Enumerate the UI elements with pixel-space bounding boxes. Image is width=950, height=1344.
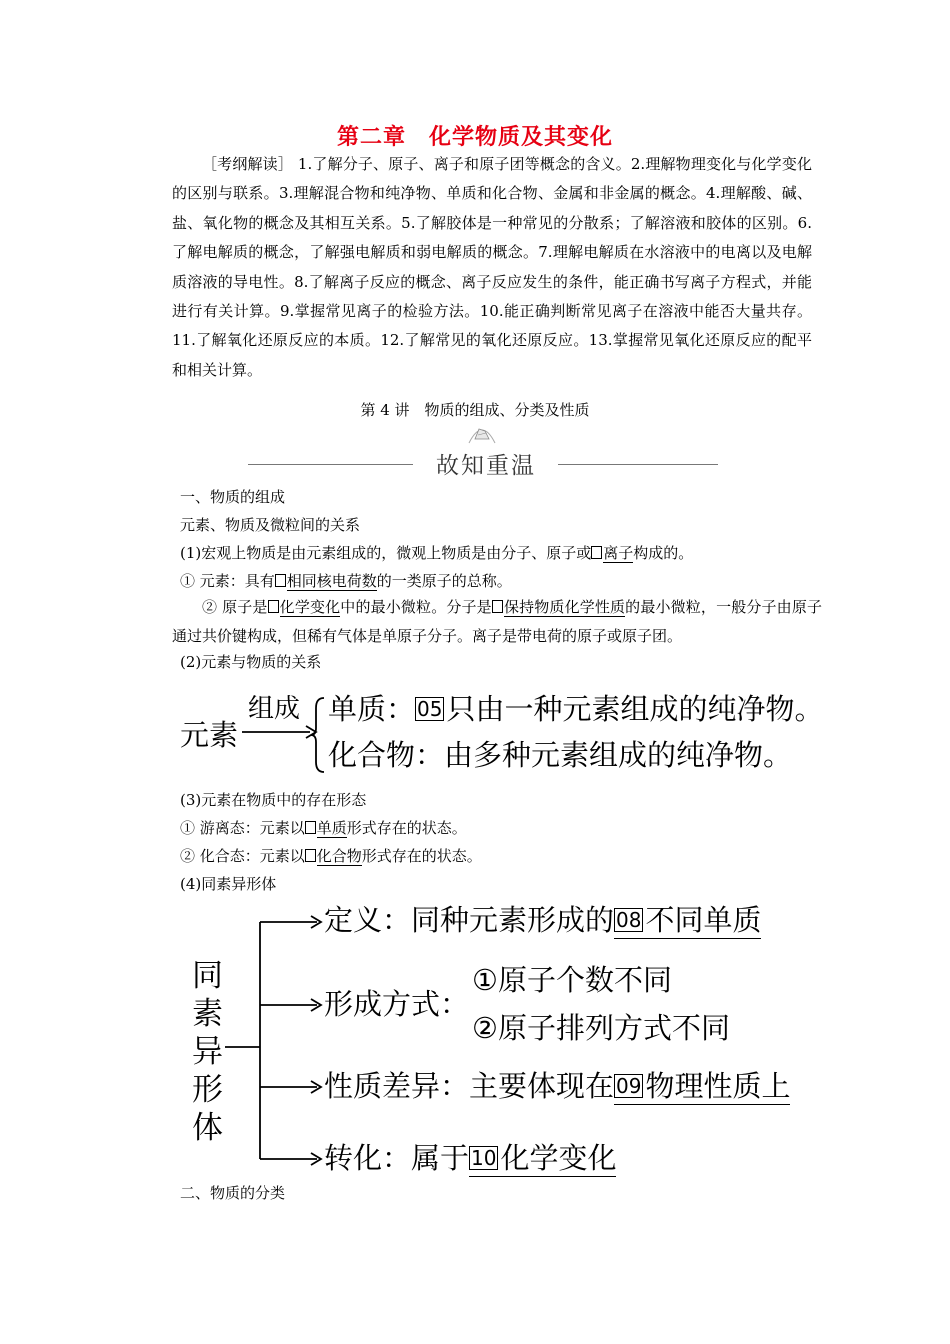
answer-blank: 保持物质化学性质 [503, 598, 626, 616]
blank-box-icon [305, 821, 316, 834]
label: 定义：同种元素形成的 [324, 903, 615, 937]
answer-blank: 离子 [603, 544, 634, 562]
text: 只由一种元素组成的纯净物。 [446, 692, 824, 726]
emblem-icon [467, 423, 497, 445]
simple-substance-row [328, 692, 823, 726]
banner-title: 故知重温 [436, 453, 536, 479]
text: 形式存在的状态。 [346, 819, 467, 837]
text: 的一类原子的总称。 [376, 572, 512, 590]
text: ① 游离态：元素以 [180, 819, 305, 837]
answer-underline [614, 1069, 790, 1105]
blank-box-icon [591, 546, 602, 559]
answer-number-box: 08 [616, 908, 642, 932]
text: 构成的。 [633, 544, 694, 562]
text: 物理性质上 [645, 1069, 791, 1103]
curly-brace-icon [310, 696, 326, 774]
allotrope-diagram [180, 895, 860, 1180]
paragraph-2 [180, 571, 820, 591]
text: 形式存在的状态。 [361, 847, 482, 865]
answer-blank: 化学变化 [279, 598, 341, 616]
label: 单质： [328, 692, 416, 726]
blank-box-icon [492, 600, 503, 613]
paragraph-4: (2)元素与物质的关系 [180, 653, 322, 671]
banner-right-rule [558, 464, 718, 465]
answer-number-box: 05 [417, 697, 443, 721]
text: ② 原子是 [202, 598, 268, 616]
section-banner [248, 423, 718, 485]
banner-left-rule [248, 464, 413, 465]
text: (1)宏观上物质是由元素组成的，微观上物质是由分子、原子或 [180, 544, 592, 562]
branch-property-difference [324, 1069, 790, 1103]
section1-subheading: 元素、物质及微粒间的关系 [180, 516, 361, 534]
answer-underline [614, 903, 761, 939]
paragraph-5: (3)元素在物质中的存在形态 [180, 791, 367, 809]
text: ① 元素：具有 [180, 572, 275, 590]
text: 化学变化 [500, 1141, 617, 1175]
answer-underline [469, 1141, 616, 1177]
blank-box-icon [275, 574, 286, 587]
answer-number-box: 09 [616, 1074, 642, 1098]
formation-item-1: ①原子个数不同 [472, 963, 672, 997]
diagram-root-label: 同素异形体 [192, 958, 223, 1146]
diagram-left-label: 元素 [180, 718, 239, 752]
branch-definition [324, 903, 761, 937]
branch-arrows-icon [225, 895, 325, 1180]
blank-box-icon [305, 849, 316, 862]
label: 性质差异：主要体现在 [324, 1069, 615, 1103]
section1-heading: 一、物质的组成 [180, 488, 286, 506]
answer-blank: 化合物 [316, 847, 362, 865]
answer-number-box: 10 [471, 1146, 497, 1170]
text: 中的最小微粒。分子是 [340, 598, 492, 616]
text: 不同单质 [645, 903, 762, 937]
label: 转化：属于 [324, 1141, 470, 1175]
section2-heading: 二、物质的分类 [180, 1184, 286, 1202]
compound-row: 化合物：由多种元素组成的纯净物。 [328, 738, 793, 772]
answer-blank: 单质 [316, 819, 347, 837]
arrow-label: 组成 [248, 694, 301, 724]
text: ② 化合态：元素以 [180, 847, 305, 865]
branch-conversion [324, 1141, 616, 1175]
paragraph-8: (4)同素异形体 [180, 875, 277, 893]
blank-box-icon [268, 600, 279, 613]
lesson-title: 第 4 讲 物质的组成、分类及性质 [360, 401, 590, 419]
branch-formation-label: 形成方式： [324, 987, 470, 1021]
paragraph-6 [180, 818, 820, 838]
formation-item-2: ②原子排列方式不同 [472, 1011, 730, 1045]
paragraph-7 [180, 846, 820, 866]
element-substance-diagram [180, 690, 860, 780]
text: 的最小微粒，一般分子由原子通过共价键构成，但稀有气体是单原子分子。离子是带电荷的原子或原子团。 [172, 598, 822, 645]
answer-blank: 相同核电荷数 [286, 572, 377, 590]
syllabus-outline: ［考纲解读］ 1.了解分子、原子、离子和原子团等概念的含义。2.理解物理变化与化学变化的区别与联系。3.理解混合物和纯净物、单质和化合物、金属和非金属的概念。4.理解酸、碱、盐、氧化物的概念及其相互关系。5.了解胶体是一种常见的分散系；了解溶液和胶体的区别。6.了解电解质的概念，了解强电解质和弱电解质的概念。7.理解电解质在水溶液中的电离以及电解质溶液的导电性。8.了解离子反应的概念、离子反应发生的条件，能正确书写离子方程式，并能进行有关计算。9.掌握常见离子的检验方法。10.能正确判断常见离子在溶液中能否大量共存。11.了解氧化还原反应的本质。12.了解常见的氧化还原反应。13.掌握常见氧化还原反应的配平和相关计算。 [172, 155, 812, 379]
paragraph-1 [180, 543, 820, 563]
right-arrow-icon [240, 720, 318, 740]
paragraph-3 [172, 593, 822, 651]
chapter-title: 第二章 化学物质及其变化 [336, 125, 613, 150]
